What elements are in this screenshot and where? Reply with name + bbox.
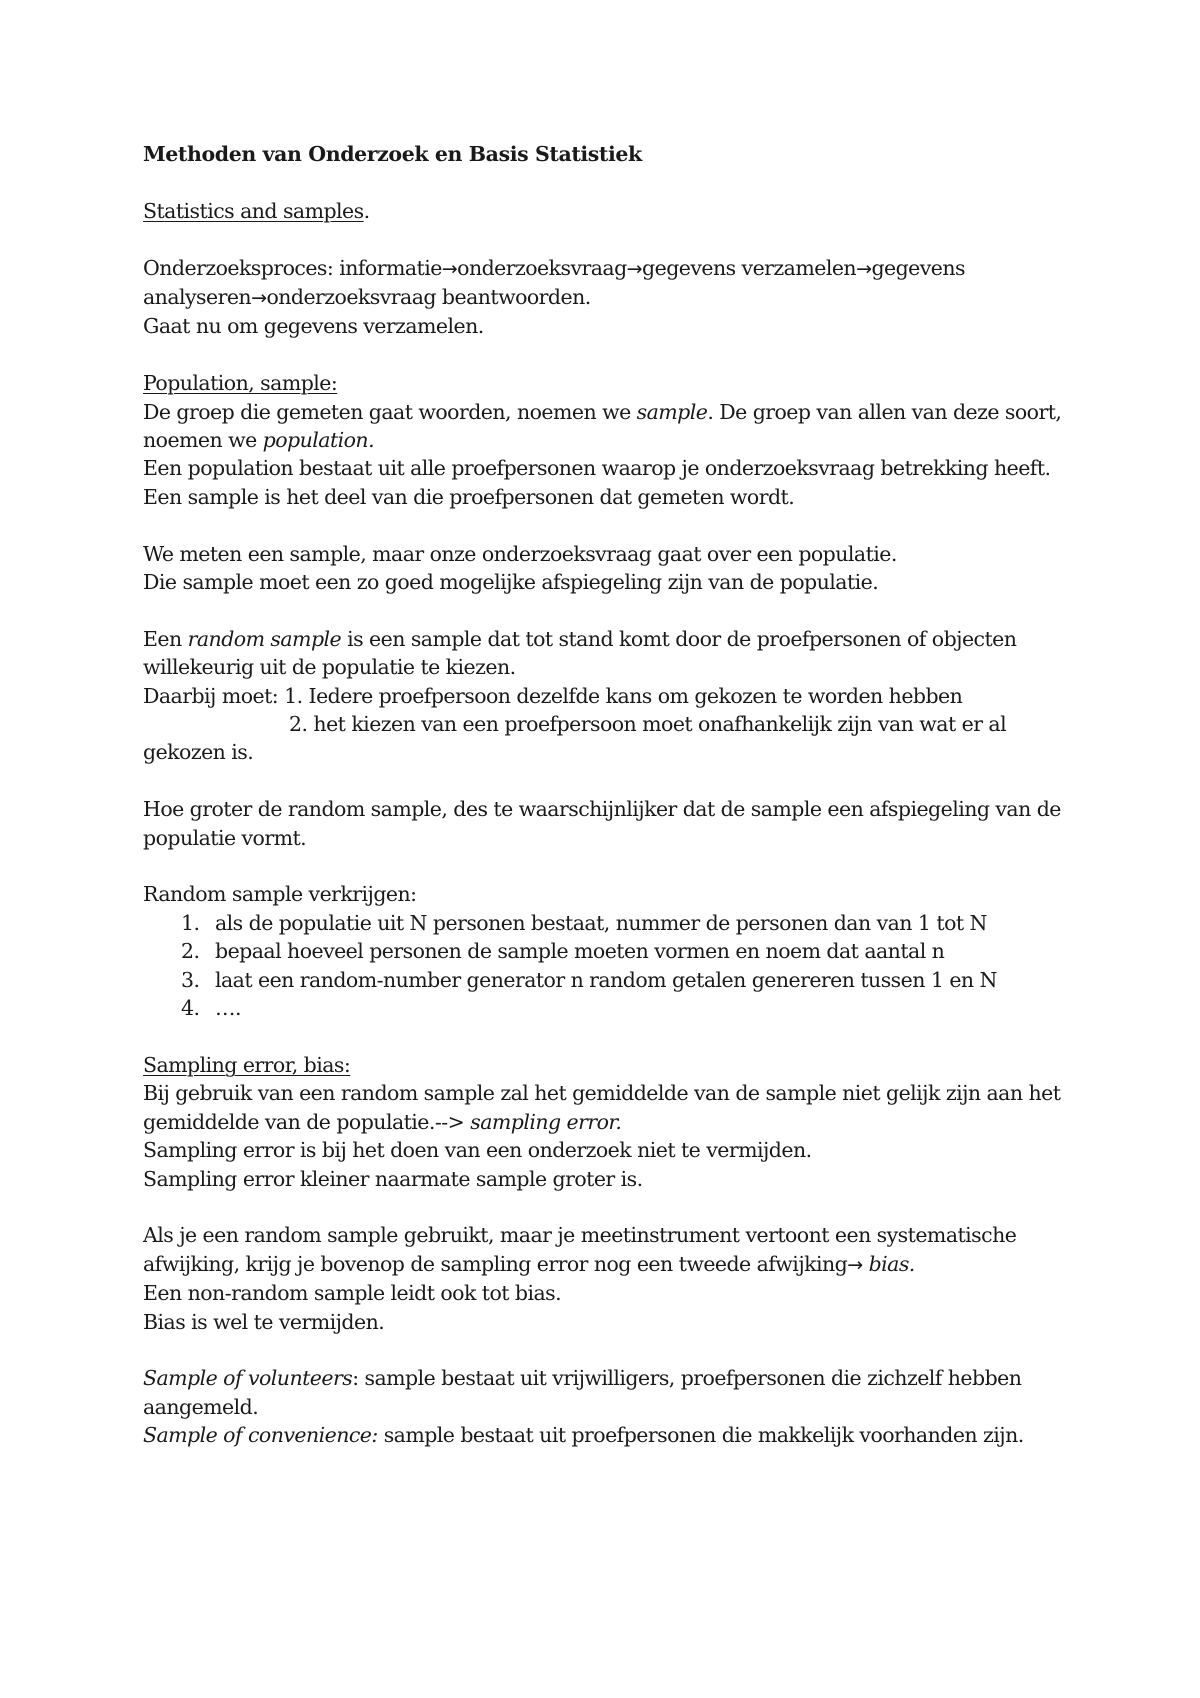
list-item: 1. als de populatie uit N personen bestaat, nummer de personen dan van 1 tot N: [181, 910, 987, 935]
arrow-right-icon: →: [626, 257, 643, 280]
arrow-right-icon: →: [847, 1253, 863, 1276]
paragraph: 2. het kiezen van een proefpersoon moet onafhankelijk zijn van wat er al gekozen is.: [143, 712, 1007, 765]
list-intro: Random sample verkrijgen:: [143, 882, 417, 907]
list-item: 4. ….: [181, 996, 241, 1021]
section-heading-statistics: Statistics and samples.: [143, 198, 370, 223]
paragraph: Sample of convenience: sample bestaat uit proefpersonen die makkelijk voorhanden zijn.: [143, 1423, 1024, 1448]
document-title: Methoden van Onderzoek en Basis Statistiek: [143, 142, 642, 166]
paragraph: Als je een random sample gebruikt, maar je meetinstrument vertoont een systematische afwijking, krijg je bovenop de sampling error nog een tweede afwijking→ bias.: [143, 1223, 1017, 1276]
arrow-right-icon: →: [251, 287, 267, 309]
list-item: 3. laat een random-number generator n random getalen genereren tussen 1 en N: [181, 967, 997, 992]
paragraph: We meten een sample, maar onze onderzoeksvraag gaat over een populatie.: [143, 541, 897, 566]
numbered-list: [143, 909, 1083, 1023]
document-body: [143, 140, 1083, 1450]
paragraph: Een population bestaat uit alle proefpersonen waarop je onderzoeksvraag betrekking heeft. Een sample is het deel van die proefpersonen dat gemeten wordt.: [143, 456, 1051, 509]
research-process-paragraph: Onderzoeksproces: informatie→onderzoeksvraag→gegevens verzamelen→gegevens analyseren→onderzoeksvraag beantwoorden.: [143, 255, 965, 309]
paragraph: De groep die gemeten gaat woorden, noemen we sample. De groep van allen van deze soort, noemen we population.: [143, 399, 1062, 453]
section-heading-population: Population, sample:: [143, 371, 338, 396]
paragraph: Daarbij moet: 1. Iedere proefpersoon dezelfde kans om gekozen te worden hebben: [143, 683, 963, 708]
paragraph: Sampling error is bij het doen van een onderzoek niet te vermijden.: [143, 1138, 812, 1163]
paragraph: Sample of volunteers: sample bestaat uit vrijwilligers, proefpersonen die zichzelf hebben aangemeld.: [143, 1366, 1022, 1419]
paragraph: Sampling error kleiner naarmate sample groter is.: [143, 1166, 643, 1191]
arrow-right-icon: →: [441, 257, 458, 280]
paragraph: Bij gebruik van een random sample zal het gemiddelde van de sample niet gelijk zijn aan het gemiddelde van de populatie.--> sampling error.: [143, 1081, 1061, 1134]
list-item: 2. bepaal hoeveel personen de sample moeten vormen en noem dat aantal n: [181, 939, 945, 964]
paragraph: Gaat nu om gegevens verzamelen.: [143, 314, 484, 339]
paragraph: Hoe groter de random sample, des te waarschijnlijker dat de sample een afspiegeling van de populatie vormt.: [143, 797, 1061, 850]
arrow-right-icon: →: [856, 257, 872, 280]
section-heading-sampling-error: Sampling error, bias:: [143, 1052, 351, 1077]
paragraph: Bias is wel te vermijden.: [143, 1309, 385, 1334]
paragraph: Een non-random sample leidt ook tot bias.: [143, 1281, 562, 1306]
paragraph: Een random sample is een sample dat tot stand komt door de proefpersonen of objecten willekeurig uit de populatie te kiezen.: [143, 626, 1017, 680]
paragraph: Die sample moet een zo goed mogelijke afspiegeling zijn van de populatie.: [143, 570, 879, 595]
